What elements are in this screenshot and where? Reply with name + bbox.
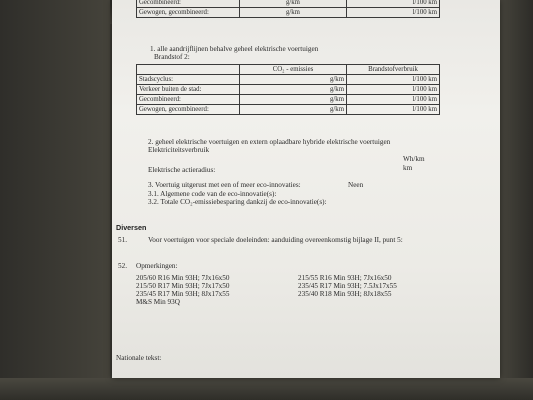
tyre-spec-right: 215/55 R16 Min 93H; 7Jx16x50	[298, 274, 392, 282]
table-row	[137, 8, 440, 18]
tyre-spec-right: 235/40 R18 Min 93H; 8Jx18x55	[298, 290, 392, 298]
table-cell-label: Gecombineerd:	[137, 0, 240, 8]
table-cell-unit: g/km	[240, 95, 347, 105]
document-page	[112, 0, 500, 378]
table-cell-label: Gewogen, gecombineerd:	[137, 105, 240, 115]
item52-number: 52.	[118, 262, 127, 270]
section2-line1: 2. geheel elektrische voertuigen en extern oplaadbare hybride elektrische voertuigen	[148, 138, 391, 146]
table-cell-unit: g/km	[240, 105, 347, 115]
table-cell-fuel: l/100 km	[347, 85, 440, 95]
range-label: Elektrische actieradius:	[148, 166, 216, 174]
tyre-spec-right: 235/45 R17 Min 93H; 7.5Jx17x55	[298, 282, 397, 290]
national-text-label: Nationale tekst:	[116, 354, 162, 362]
background-right	[495, 0, 533, 400]
table-cell-fuel: l/100 km	[347, 0, 440, 8]
top-emissions-table	[136, 0, 440, 18]
tyre-spec-left: 235/45 R17 Min 93H; 8Jx17x55	[136, 290, 230, 298]
item51-text: Voor voertuigen voor speciale doeleinden: aanduiding overeenkomstig bijlage II, punt 5:	[148, 236, 403, 244]
section2-line2: Elektriciteitsverbruik	[148, 146, 210, 154]
unit-km: km	[403, 164, 413, 172]
table-cell-label: Gecombineerd:	[137, 95, 240, 105]
table-cell-unit: g/km	[240, 85, 347, 95]
unit-whkm: Wh/km	[403, 155, 425, 163]
section3-line3: 3.2. Totale CO₂-emissiebesparing dankzij de eco-innovatie(s):	[148, 198, 327, 206]
table-cell-fuel: l/100 km	[347, 95, 440, 105]
tyre-spec-left: 205/60 R16 Min 93H; 7Jx16x50	[136, 274, 230, 282]
table-cell-fuel: l/100 km	[347, 8, 440, 18]
tyre-spec-left: M&S Min 93Q	[136, 298, 180, 306]
table-header-cell: CO₂ - emissies	[240, 65, 347, 75]
table-cell-fuel: l/100 km	[347, 105, 440, 115]
table-header-cell: Brandstofverbruik	[347, 65, 440, 75]
item51-number: 51.	[118, 236, 127, 244]
table-cell-unit: g/km	[240, 8, 347, 18]
tyre-spec-left: 215/50 R17 Min 93H; 7Jx17x50	[136, 282, 230, 290]
background-bottom	[0, 378, 533, 400]
section3-line2: 3.1. Algemene code van de eco-innovatie(s):	[148, 190, 277, 198]
table-cell-fuel: l/100 km	[347, 75, 440, 85]
table-cell-label: Gewogen, gecombineerd:	[137, 8, 240, 18]
section1-line1: 1. alle aandrijflijnen behalve geheel elektrische voertuigen	[150, 45, 319, 53]
table-row	[137, 95, 440, 105]
diversen-heading: Diversen	[116, 223, 147, 232]
section3-line1: 3. Voertuig uitgerust met een of meer eco-innovaties:	[148, 181, 301, 189]
table-header-cell	[137, 65, 240, 75]
table-cell-label: Stadscyclus:	[137, 75, 240, 85]
background-left	[0, 0, 110, 400]
table-row	[137, 0, 440, 8]
table-cell-unit: g/km	[240, 0, 347, 8]
table-cell-label: Verkeer buiten de stad:	[137, 85, 240, 95]
section3-line1-value: Neen	[348, 181, 364, 189]
item52-text: Opmerkingen:	[136, 262, 178, 270]
table-header-row	[137, 65, 440, 75]
fuel2-emissions-table	[136, 64, 440, 115]
table-row	[137, 105, 440, 115]
table-cell-unit: g/km	[240, 75, 347, 85]
table-row	[137, 75, 440, 85]
table-row	[137, 85, 440, 95]
section1-line2: Brandstof 2:	[154, 53, 190, 61]
